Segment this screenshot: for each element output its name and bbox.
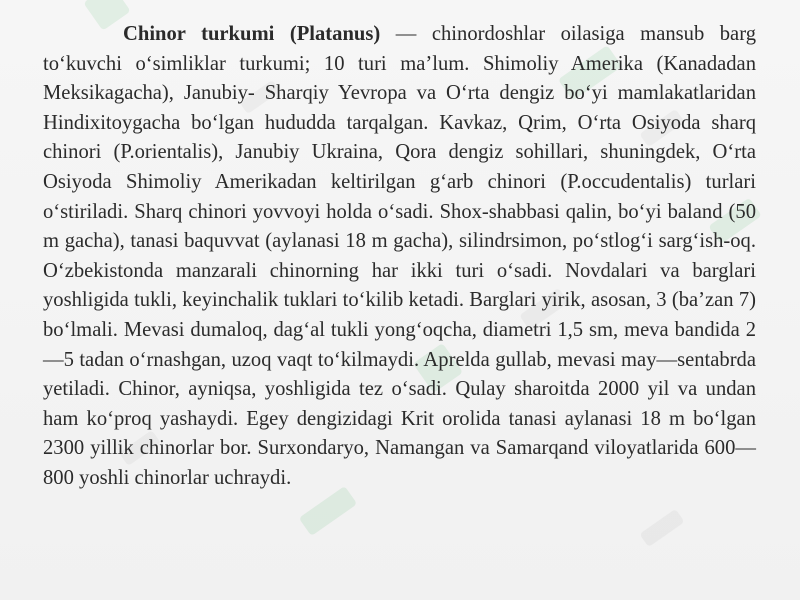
watermark-shape <box>639 509 684 547</box>
slide-paragraph <box>43 20 756 494</box>
term-heading: Chinor turkumi (Platanus) <box>123 23 381 45</box>
paragraph-body: — chinordoshlar oilasiga mansub barg to‘kuvchi o‘simliklar turkumi; 10 turi ma’lum. Shimoliy Amerika (Kanadadan Meksikagacha), Janubiy- Sharqiy Yevropa va O‘rta dengiz bo‘yi mamlakatlaridan Hindixitoygacha bo‘lgan hududda tarqalgan. Kavkaz, Qrim, O‘rta Osiyoda sharq chinori (P.orientalis), Janubiy Ukraina, Qora dengiz sohillari, shuningdek, O‘rta Osiyoda Shimoliy Amerikadan keltirilgan g‘arb chinori (P.occudentalis) turlari o‘stiriladi. Sharq chinori yovvoyi holda o‘sadi. Shox-shabbasi qalin, bo‘yi baland (50 m gacha), tanasi baquvvat (aylanasi 18 m gacha), silindrsimon, po‘stlog‘i sarg‘ish-oq. O‘zbekistonda manzarali chinorning har ikki turi o‘sadi. Novdalari va barglari yoshligida tukli, keyinchalik tuklari to‘kilib ketadi. Barglari yirik, asosan, 3 (ba’zan 7) bo‘lmali. Mevasi dumaloq, dag‘al tukli yong‘oqcha, diametri 1,5 sm, meva bandida 2—5 tadan o‘rnashgan, uzoq vaqt to‘kilmaydi. Aprelda gullab, mevasi may—sentabrda yetiladi. Chinor, ayniqsa, yoshligida tez o‘sadi. Qulay sharoitda 2000 yil va undan ham ko‘proq yashaydi. Egey dengizidagi Krit orolida tanasi aylanasi 18 m bo‘lgan 2300 yillik chinorlar bor. Surxondaryo, Namangan va Samarqand viloyatlarida 600—800 yoshli chinorlar uchraydi. <box>43 23 756 489</box>
